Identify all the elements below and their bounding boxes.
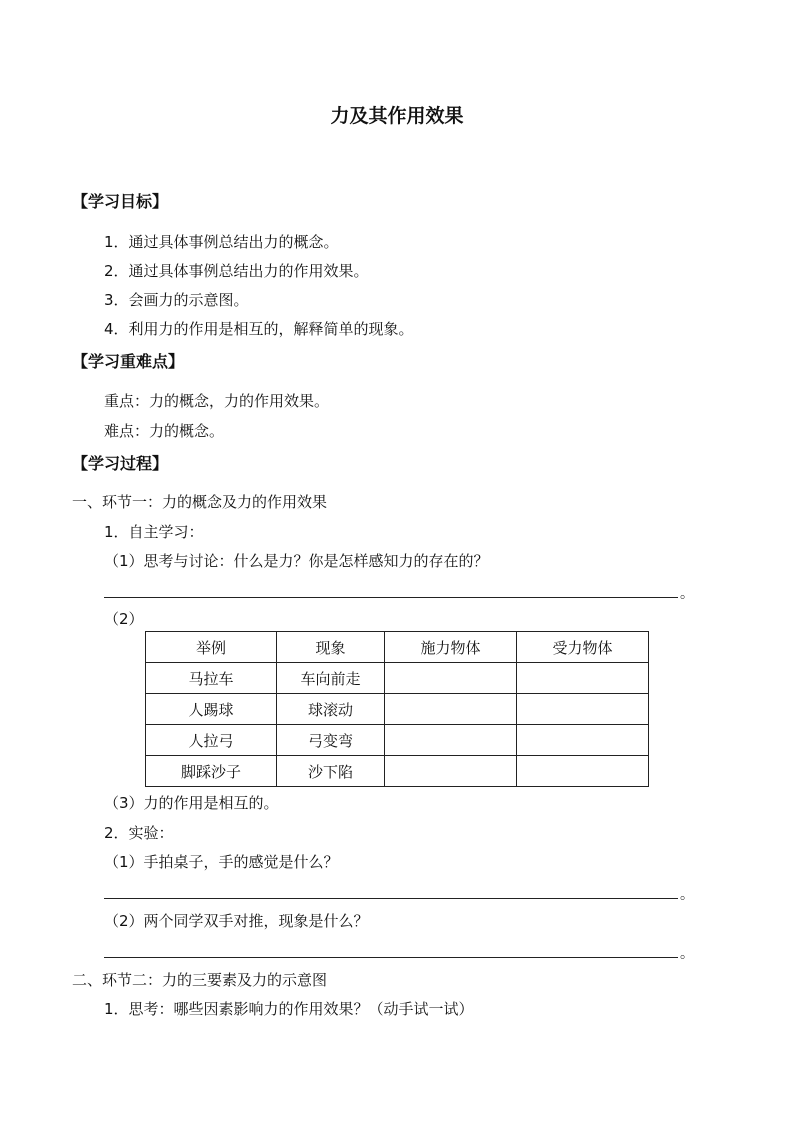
self-study-label: 1．自主学习： [104, 523, 204, 541]
table-header-cell: 举例 [146, 632, 277, 663]
objectives-heading: 【学习目标】 [72, 192, 169, 211]
objective-item-2: 2．通过具体事例总结出力的作用效果。 [104, 262, 369, 280]
question-1: （1）思考与讨论：什么是力？你是怎样感知力的存在的？ [104, 552, 489, 570]
experiment-label: 2．实验： [104, 824, 174, 842]
objective-item-1: 1．通过具体事例总结出力的概念。 [104, 233, 339, 251]
table-header-cell: 受力物体 [517, 632, 649, 663]
receiving-object-cell[interactable] [517, 694, 649, 725]
table-header-row [146, 632, 649, 663]
section1-title: 一、环节一：力的概念及力的作用效果 [72, 493, 328, 511]
objective-item-4: 4．利用力的作用是相互的，解释简单的现象。 [104, 320, 414, 338]
focus-text: 重点：力的概念，力的作用效果。 [104, 392, 330, 410]
question-3: （3）力的作用是相互的。 [104, 794, 279, 812]
key-points-heading: 【学习重难点】 [72, 352, 185, 371]
process-heading: 【学习过程】 [72, 454, 169, 473]
table-header-cell: 施力物体 [385, 632, 517, 663]
exerting-object-cell[interactable] [385, 756, 517, 787]
experiment-question-1: （1）手拍桌子，手的感觉是什么？ [104, 853, 339, 871]
table-row [146, 663, 649, 694]
example-cell: 人拉弓 [146, 725, 277, 756]
answer-period-3: 。 [680, 946, 694, 962]
exerting-object-cell[interactable] [385, 694, 517, 725]
phenomenon-cell: 球滚动 [277, 694, 385, 725]
page-title: 力及其作用效果 [330, 105, 464, 127]
table-header-cell: 现象 [277, 632, 385, 663]
force-examples-table [145, 631, 649, 787]
answer-period-2: 。 [680, 887, 694, 903]
answer-line-1[interactable] [104, 597, 678, 598]
exerting-object-cell[interactable] [385, 663, 517, 694]
example-cell: 脚踩沙子 [146, 756, 277, 787]
receiving-object-cell[interactable] [517, 756, 649, 787]
question-2-label: （2） [104, 610, 144, 628]
example-cell: 马拉车 [146, 663, 277, 694]
receiving-object-cell[interactable] [517, 725, 649, 756]
objective-item-3: 3．会画力的示意图。 [104, 291, 249, 309]
phenomenon-cell: 弓变弯 [277, 725, 385, 756]
answer-line-2[interactable] [104, 898, 678, 899]
example-cell: 人踢球 [146, 694, 277, 725]
exerting-object-cell[interactable] [385, 725, 517, 756]
table-row [146, 694, 649, 725]
receiving-object-cell[interactable] [517, 663, 649, 694]
difficulty-text: 难点：力的概念。 [104, 422, 225, 440]
table-row [146, 725, 649, 756]
think-question: 1．思考：哪些因素影响力的作用效果？（动手试一试） [104, 1000, 474, 1018]
section2-title: 二、环节二：力的三要素及力的示意图 [72, 971, 328, 989]
answer-period-1: 。 [680, 586, 694, 602]
answer-line-3[interactable] [104, 957, 678, 958]
experiment-question-2: （2）两个同学双手对推，现象是什么？ [104, 912, 369, 930]
phenomenon-cell: 沙下陷 [277, 756, 385, 787]
table-row [146, 756, 649, 787]
phenomenon-cell: 车向前走 [277, 663, 385, 694]
